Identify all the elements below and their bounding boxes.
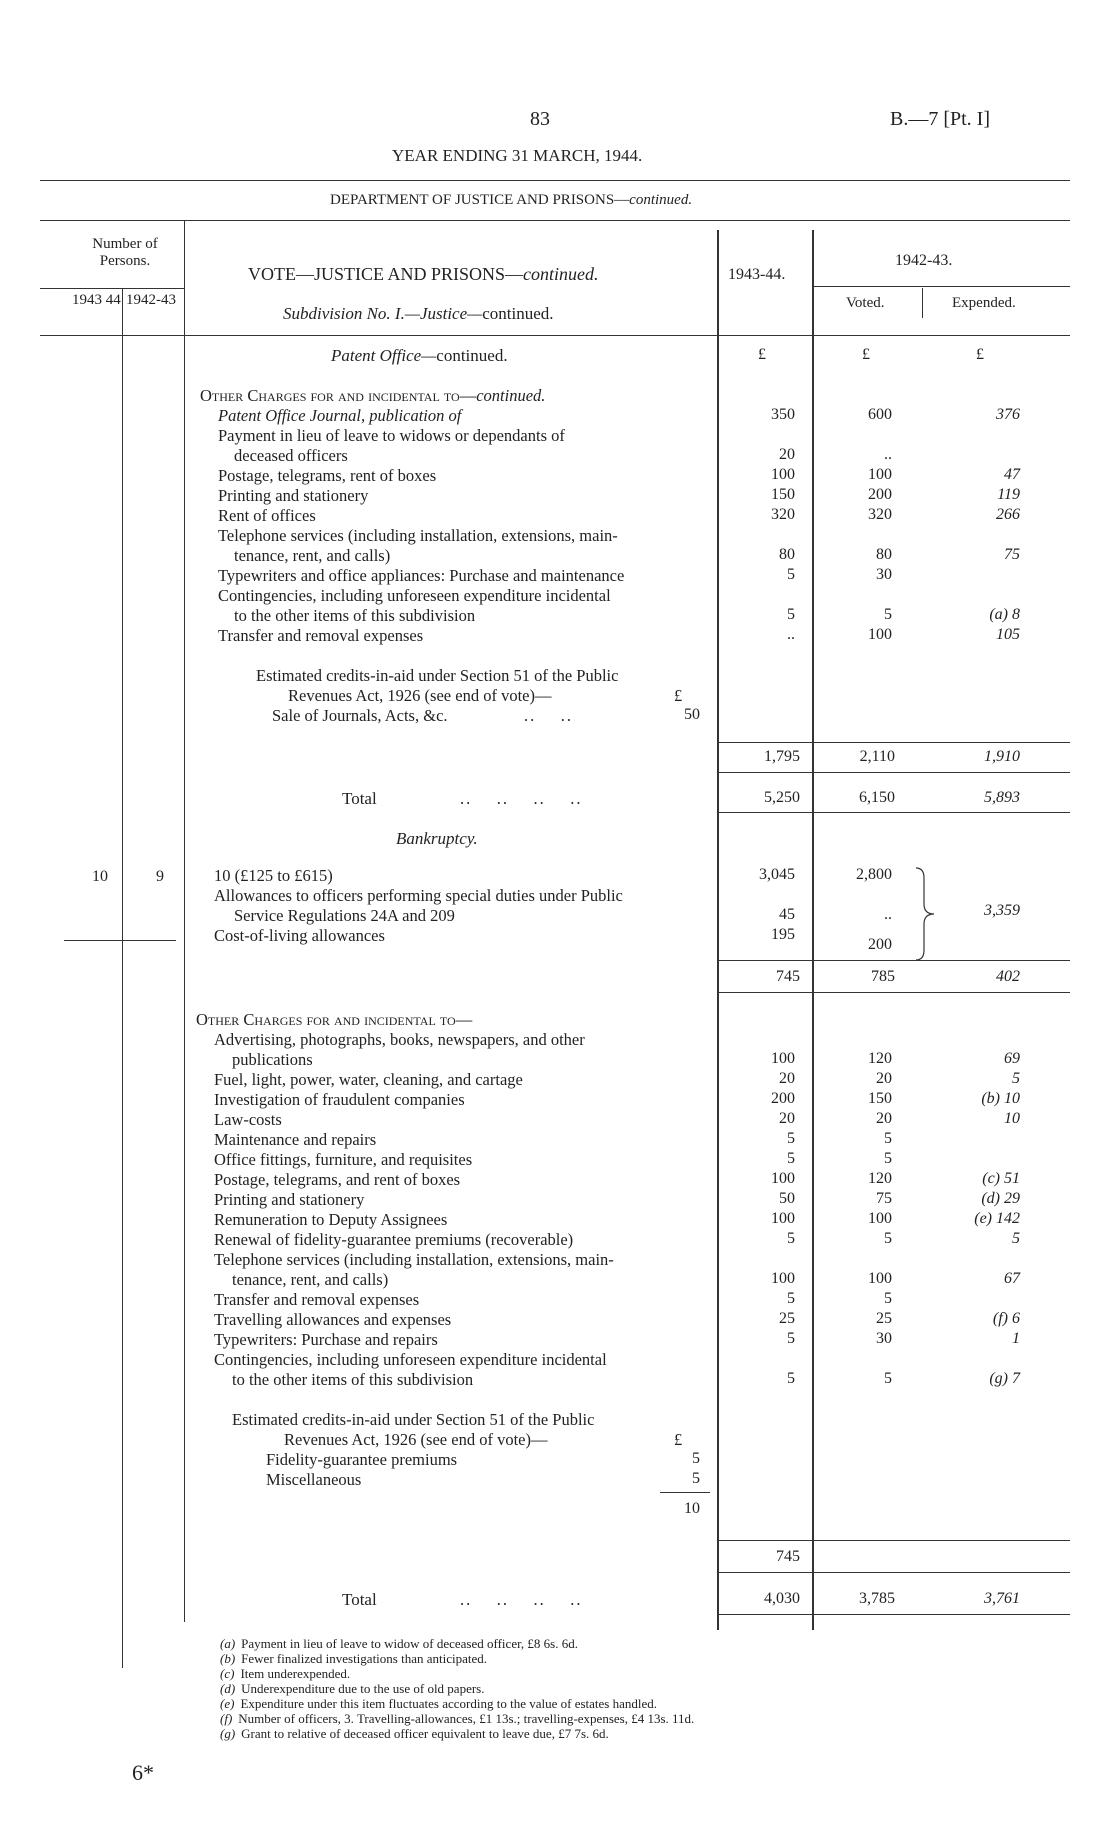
bankruptcy-other-charges-heading: Other Charges for and incidental to— (196, 1010, 473, 1029)
bankruptcy-other-expended: (f) 6 (992, 1310, 1020, 1327)
bankruptcy-other-expended: (d) 29 (981, 1190, 1020, 1207)
patent-total-expended: 5,893 (984, 789, 1020, 806)
footnote-text: Payment in lieu of leave to widow of deceased officer, £8 6s. 6d. (241, 1636, 578, 1651)
bankruptcy-credits-line1: Estimated credits-in-aid under Section 51 of the Public (232, 1410, 595, 1429)
footnote-text: Item underexpended. (240, 1666, 351, 1681)
patent-credits-line2: Revenues Act, 1926 (see end of vote)— (288, 686, 552, 705)
patent-row-amount: .. (787, 626, 795, 643)
patent-row-amount: 5 (787, 566, 795, 583)
patent-subtotal-expended: 1,910 (984, 748, 1020, 765)
patent-total-rule (717, 812, 1070, 813)
bankruptcy-other-amount: 20 (779, 1070, 795, 1087)
bankruptcy-subtotal-amount: 745 (776, 968, 800, 985)
bankruptcy-other-expended: (c) 51 (982, 1170, 1020, 1187)
department-title (330, 192, 692, 209)
bankruptcy-other-amount: 5 (787, 1370, 795, 1387)
bankruptcy-other-label: Renewal of fidelity-guarantee premiums (recoverable) (214, 1230, 574, 1249)
vote-title (248, 264, 599, 285)
persons-year-divider (122, 288, 123, 1668)
bankruptcy-other-expended: 10 (1004, 1110, 1020, 1127)
bankruptcy-other-expended: (e) 142 (974, 1210, 1020, 1227)
bankruptcy-other-voted: 5 (884, 1130, 892, 1147)
patent-row-label-cont: to the other items of this subdivision (234, 606, 476, 625)
pound-sign-amount: £ (758, 346, 766, 363)
patent-row-expended: 376 (996, 406, 1020, 423)
patent-row-voted: 200 (868, 486, 892, 503)
patent-row-voted: 30 (876, 566, 892, 583)
bankruptcy-other-label-cont: to the other items of this subdivision (232, 1370, 474, 1389)
footnote-key: (d) (220, 1681, 236, 1696)
bankruptcy-other-label: Maintenance and repairs (214, 1130, 377, 1149)
patent-section-continued: continued. (436, 346, 508, 365)
bankruptcy-row-label-cont: Service Regulations 24A and 209 (234, 906, 455, 925)
bankruptcy-other-amount: 200 (771, 1090, 795, 1107)
bankruptcy-subtotal-expended: 402 (996, 968, 1020, 985)
bankruptcy-other-label: Printing and stationery (214, 1190, 365, 1209)
pound-sign-expended: £ (976, 346, 984, 363)
patent-row-label: Postage, telegrams, rent of boxes (218, 466, 437, 485)
brace-icon (912, 866, 942, 962)
bankruptcy-row-label: Cost-of-living allowances (214, 926, 385, 945)
credit-item-label: Miscellaneous (266, 1470, 362, 1489)
bankruptcy-row-amount: 45 (779, 906, 795, 923)
patent-row-amount: 350 (771, 406, 795, 423)
bankruptcy-persons-1943: 10 (92, 868, 108, 885)
patent-credits-dots: .. .. (524, 706, 573, 725)
patent-row-label: Typewriters and office appliances: Purchase and maintenance (218, 566, 625, 585)
patent-subtotal-rule-top (717, 742, 1070, 743)
patent-row-label: Payment in lieu of leave to widows or dependants of (218, 426, 565, 445)
persons-1942-header: 1942-43 (126, 292, 176, 308)
subdivision-continued: continued. (482, 304, 554, 323)
bankruptcy-other-expended: (g) 7 (989, 1370, 1020, 1387)
persons-header: Number of Persons. (92, 236, 158, 269)
bankruptcy-other-expended: 1 (1012, 1330, 1020, 1347)
voted-column-divider (812, 230, 814, 1630)
page-mark: 6* (132, 1760, 154, 1785)
bankruptcy-credits-total: 10 (684, 1500, 700, 1517)
bankruptcy-other-voted: 100 (868, 1270, 892, 1287)
bankruptcy-other-subtotal-rule-top (717, 1540, 1070, 1541)
patent-row-voted: 600 (868, 406, 892, 423)
bankruptcy-other-amount: 5 (787, 1330, 795, 1347)
bankruptcy-other-expended: 5 (1012, 1070, 1020, 1087)
footnote (220, 1681, 484, 1696)
patent-row-voted: 80 (876, 546, 892, 563)
patent-row-label: Patent Office Journal, publication of (218, 406, 462, 425)
bankruptcy-row-label: Allowances to officers performing special duties under Public (214, 886, 623, 905)
footnote-text: Grant to relative of deceased officer equivalent to leave due, £7 7s. 6d. (241, 1726, 609, 1741)
patent-row-amount: 80 (779, 546, 795, 563)
subdivision-title (283, 304, 554, 324)
footnote-key: (e) (220, 1696, 235, 1711)
patent-credits-line1: Estimated credits-in-aid under Section 51 of the Public (256, 666, 619, 685)
patent-row-expended: 105 (996, 626, 1020, 643)
bankruptcy-row-label: 10 (£125 to £615) (214, 866, 333, 885)
bankruptcy-other-label-cont: tenance, rent, and calls) (232, 1270, 389, 1289)
patent-row-amount: 100 (771, 466, 795, 483)
patent-row-expended: (a) 8 (989, 606, 1020, 623)
bankruptcy-other-voted: 5 (884, 1150, 892, 1167)
bankruptcy-other-amount: 5 (787, 1230, 795, 1247)
bankruptcy-other-amount: 20 (779, 1110, 795, 1127)
footnote-text: Underexpenditure due to the use of old papers. (241, 1681, 485, 1696)
bankruptcy-other-label: Transfer and removal expenses (214, 1290, 420, 1309)
patent-row-voted: 100 (868, 626, 892, 643)
patent-row-expended: 75 (1004, 546, 1020, 563)
bankruptcy-total-expended: 3,761 (984, 1590, 1020, 1607)
bankruptcy-persons-1942: 9 (156, 868, 164, 885)
pound-sign-voted: £ (862, 346, 870, 363)
bankruptcy-row-amount: 3,045 (759, 866, 795, 883)
patent-row-expended: 47 (1004, 466, 1020, 483)
footnote-key: (b) (220, 1651, 236, 1666)
department-continued: continued. (629, 192, 693, 208)
bankruptcy-other-amount: 5 (787, 1130, 795, 1147)
bankruptcy-other-label: Postage, telegrams, and rent of boxes (214, 1170, 461, 1189)
vote-continued: continued. (523, 264, 599, 284)
page-number: 83 (530, 108, 550, 130)
patent-row-voted: 100 (868, 466, 892, 483)
patent-total-label: Total (342, 789, 377, 808)
bankruptcy-other-amount: 25 (779, 1310, 795, 1327)
patent-credits-pound: £ (674, 686, 683, 705)
bankruptcy-other-voted: 5 (884, 1290, 892, 1307)
patent-subtotal-rule-bottom (717, 772, 1070, 773)
bankruptcy-row-voted: .. (884, 906, 892, 923)
bankruptcy-other-label: Fuel, light, power, water, cleaning, and cartage (214, 1070, 523, 1089)
patent-subtotal-amount: 1,795 (764, 748, 800, 765)
vote-name: VOTE—JUSTICE AND PRISONS— (248, 264, 524, 284)
credit-item-value: 5 (692, 1450, 700, 1467)
credits-total-rule (660, 1492, 710, 1493)
patent-other-charges-continued: continued. (476, 386, 546, 405)
patent-row-expended: 119 (997, 486, 1020, 503)
persons-underline (64, 940, 176, 941)
patent-row-label: Contingencies, including unforeseen expenditure incidental (218, 586, 611, 605)
subdivision-name: Subdivision No. I.—Justice— (283, 304, 483, 323)
bankruptcy-other-label-cont: publications (232, 1050, 313, 1069)
persons-1943-header: 1943 44 (72, 292, 121, 308)
bankruptcy-other-amount: 5 (787, 1290, 795, 1307)
patent-subtotal-voted: 2,110 (859, 748, 895, 765)
bankruptcy-total-dots: .. .. .. .. (460, 1590, 583, 1609)
footnote (220, 1666, 350, 1681)
bankruptcy-other-voted: 100 (868, 1210, 892, 1227)
patent-row-amount: 320 (771, 506, 795, 523)
bankruptcy-other-amount: 5 (787, 1150, 795, 1167)
bankruptcy-row-voted: 200 (868, 936, 892, 953)
bankruptcy-section-title: Bankruptcy. (396, 829, 478, 848)
patent-credits-line3: Sale of Journals, Acts, &c. (272, 706, 448, 725)
bankruptcy-other-voted: 5 (884, 1370, 892, 1387)
year-title: YEAR ENDING 31 MARCH, 1944. (392, 146, 643, 165)
bankruptcy-other-voted: 30 (876, 1330, 892, 1347)
footnote-key: (g) (220, 1726, 236, 1741)
footnote (220, 1711, 694, 1726)
patent-row-label: Transfer and removal expenses (218, 626, 424, 645)
footnote-key: (a) (220, 1636, 236, 1651)
patent-row-voted: 5 (884, 606, 892, 623)
table-header-rule (40, 335, 1070, 336)
persons-header-rule (40, 288, 184, 289)
patent-row-label-cont: deceased officers (234, 446, 348, 465)
bankruptcy-other-label: Travelling allowances and expenses (214, 1310, 452, 1329)
bankruptcy-other-label: Law-costs (214, 1110, 282, 1129)
patent-other-charges-label: Other Charges for and incidental to— (200, 386, 477, 405)
patent-total-dots: .. .. .. .. (460, 789, 583, 808)
bankruptcy-row-amount: 195 (771, 926, 795, 943)
credit-item-value: 5 (692, 1470, 700, 1487)
bankruptcy-total-amount: 4,030 (764, 1590, 800, 1607)
voted-header: Voted. (846, 295, 885, 311)
patent-total-amount: 5,250 (764, 789, 800, 806)
bankruptcy-other-label: Investigation of fraudulent companies (214, 1090, 465, 1109)
bankruptcy-other-label: Typewriters: Purchase and repairs (214, 1330, 438, 1349)
bankruptcy-total-voted: 3,785 (859, 1590, 895, 1607)
bankruptcy-other-voted: 25 (876, 1310, 892, 1327)
patent-row-expended: 266 (996, 506, 1020, 523)
patent-row-label: Printing and stationery (218, 486, 369, 505)
bankruptcy-other-amount: 100 (771, 1170, 795, 1187)
persons-column-divider (184, 220, 185, 1622)
bankruptcy-other-voted: 75 (876, 1190, 892, 1207)
expended-header: Expended. (952, 295, 1016, 311)
footnote-text: Fewer finalized investigations than anticipated. (241, 1651, 488, 1666)
bankruptcy-row-voted: 2,800 (856, 866, 892, 883)
bankruptcy-other-expended: 67 (1004, 1270, 1020, 1287)
patent-section-title (331, 346, 508, 366)
bankruptcy-other-label: Telephone services (including installation, extensions, main- (214, 1250, 614, 1269)
footnote-text: Expenditure under this item fluctuates according to the value of estates handled. (240, 1696, 658, 1711)
bankruptcy-other-label: Contingencies, including unforeseen expenditure incidental (214, 1350, 607, 1369)
patent-row-amount: 20 (779, 446, 795, 463)
bankruptcy-other-voted: 120 (868, 1050, 892, 1067)
table-top-rule (40, 220, 1070, 221)
header-rule (40, 180, 1070, 181)
bankruptcy-other-amount: 100 (771, 1050, 795, 1067)
patent-total-voted: 6,150 (859, 789, 895, 806)
patent-row-label-cont: tenance, rent, and calls) (234, 546, 391, 565)
footnote (220, 1636, 578, 1651)
bankruptcy-other-subtotal-rule-bottom (717, 1572, 1070, 1573)
patent-credits-value: 50 (684, 706, 700, 723)
footnote (220, 1726, 609, 1741)
footnote-text: Number of officers, 3. Travelling-allowances, £1 13s.; travelling-expenses, £4 13s. 11d. (238, 1711, 695, 1726)
bankruptcy-other-voted: 5 (884, 1230, 892, 1247)
patent-row-amount: 150 (771, 486, 795, 503)
patent-row-voted: .. (884, 446, 892, 463)
footnote (220, 1696, 657, 1711)
voted-header-rule (814, 286, 1070, 287)
bankruptcy-other-voted: 20 (876, 1070, 892, 1087)
document-reference: B.—7 [Pt. I] (890, 108, 990, 130)
bankruptcy-other-label: Office fittings, furniture, and requisites (214, 1150, 473, 1169)
patent-other-charges-heading (200, 386, 545, 406)
bankruptcy-other-label: Advertising, photographs, books, newspapers, and other (214, 1030, 585, 1049)
bankruptcy-subtotal-voted: 785 (871, 968, 895, 985)
bankruptcy-subtotal-rule-bottom (717, 992, 1070, 993)
bankruptcy-other-voted: 20 (876, 1110, 892, 1127)
bankruptcy-other-voted: 120 (868, 1170, 892, 1187)
bankruptcy-total-label: Total (342, 1590, 377, 1609)
bankruptcy-salaries-expended: 3,359 (984, 902, 1020, 919)
credit-item-label: Fidelity-guarantee premiums (266, 1450, 458, 1469)
bankruptcy-other-expended: (b) 10 (981, 1090, 1020, 1107)
bankruptcy-other-expended: 69 (1004, 1050, 1020, 1067)
bankruptcy-total-rule (717, 1614, 1070, 1615)
bankruptcy-other-amount: 100 (771, 1270, 795, 1287)
bankruptcy-other-expended: 5 (1012, 1230, 1020, 1247)
patent-row-voted: 320 (868, 506, 892, 523)
patent-section-name: Patent Office— (331, 346, 437, 365)
footnote-key: (f) (220, 1711, 233, 1726)
bankruptcy-other-amount: 50 (779, 1190, 795, 1207)
patent-row-label: Telephone services (including installation, extensions, main- (218, 526, 618, 545)
bankruptcy-other-subtotal-amount: 745 (776, 1548, 800, 1565)
bankruptcy-other-amount: 100 (771, 1210, 795, 1227)
bankruptcy-credits-line2: Revenues Act, 1926 (see end of vote)— (284, 1430, 548, 1449)
col-1942-43-header: 1942-43. (895, 252, 953, 269)
department-name: DEPARTMENT OF JUSTICE AND PRISONS— (330, 192, 630, 208)
expended-column-divider (922, 288, 923, 318)
col-1943-44-header: 1943-44. (728, 266, 786, 283)
footnote (220, 1651, 487, 1666)
bankruptcy-credits-pound: £ (674, 1430, 683, 1449)
bankruptcy-subtotal-rule-top (717, 960, 1070, 961)
bankruptcy-other-label: Remuneration to Deputy Assignees (214, 1210, 448, 1229)
bankruptcy-other-voted: 150 (868, 1090, 892, 1107)
patent-row-amount: 5 (787, 606, 795, 623)
patent-row-label: Rent of offices (218, 506, 316, 525)
footnote-key: (c) (220, 1666, 235, 1681)
